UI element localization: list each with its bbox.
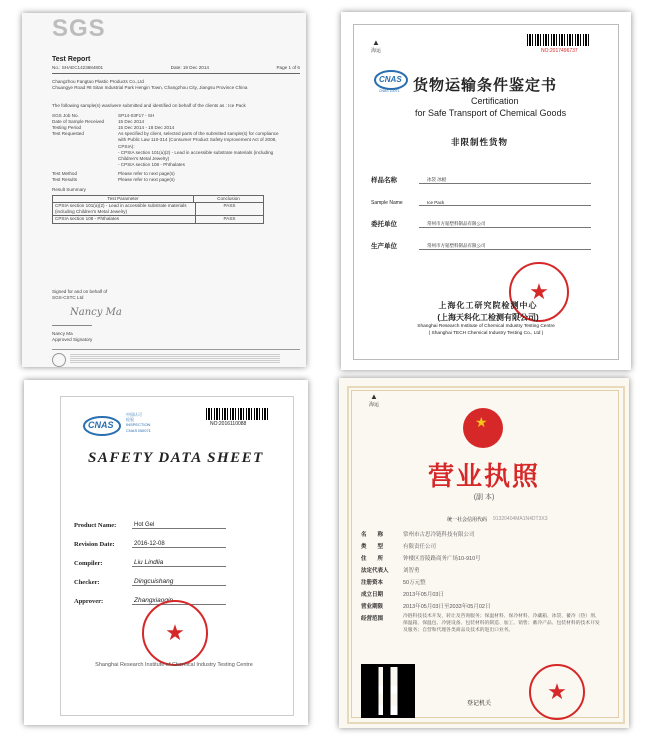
- table-row: CPSIA section 101(a)(2) - Lead in accessible substrate materials (including Children's Metal Jewelry) PASS: [53, 203, 263, 216]
- table-row: CPSIA section 108 - Phthalates PASS: [55, 216, 236, 222]
- cnas-title-cn: 货物运输条件鉴定书: [413, 77, 558, 94]
- cnas-number: NO:2017496737: [541, 48, 578, 54]
- cnas-center-cn2: (上海天科化工检测有限公司): [437, 313, 539, 322]
- cnas-center-en2: ( Shanghai TECH Chemical Industry Testing Co., Ltd ): [428, 331, 544, 336]
- list-item: Approver: Zhangxiaoqin: [74, 586, 264, 605]
- sgs-test-report: [22, 13, 306, 367]
- license-subtitle: (副 本): [473, 494, 495, 501]
- list-item: 样品名称 冰袋 冰板: [371, 162, 591, 184]
- license-credit-code: 统一社会信用代码 91320404MA1N4DT3X3: [447, 516, 548, 523]
- sgs-field-row: Testing Period 15 Dec 2014 - 18 Dec 2014: [52, 124, 175, 130]
- safety-data-sheet: [24, 380, 308, 725]
- list-item: 营业期限 2013年05月03日至2033年05月02日: [361, 604, 491, 610]
- sgs-report-no: No.: SHAEC1423684801: [52, 65, 104, 70]
- license-authority: 登记机关: [467, 701, 492, 707]
- business-license: [339, 378, 629, 728]
- cnas-field-list: [371, 162, 591, 250]
- list-item: 生产单位 常州市方韬塑料制品有限公司: [371, 228, 591, 250]
- list-item: Product Name: Hot Gel: [74, 510, 264, 529]
- sgs-page: Page 1 of 6: [276, 65, 300, 70]
- sgs-field-row: Date of Sample Received 15 Dec 2014: [52, 118, 145, 124]
- sgs-test-requested: Test Requested As specified by client, selected parts of the submitted sample(s) for compliance with Public Law 110-314 (Consumer Product Safety Improvement Act of 2008, CPSIA): - CPSIA section 101(a)(2) - Lead in accessible substrate materials (including Children's Metal Jewelry) - CPSIA section 108 - Phthalates: [52, 131, 279, 168]
- sgs-title: Test Report: [52, 56, 91, 63]
- list-item: Sample Name Ice Pack: [371, 184, 591, 206]
- cnas-center-cn: 上海化工研究院检测中心: [438, 301, 538, 310]
- sgs-signatory-name: Nancy Ma: [52, 331, 73, 336]
- sds-field-list: [74, 510, 264, 605]
- red-seal-icon: ★: [509, 262, 569, 322]
- cnas-center-en1: Shanghai Research Institute of Chemical Industry Testing Centre: [417, 324, 555, 329]
- list-item: 法定代表人 刘智勇: [361, 568, 420, 574]
- list-item: 委托单位 常州市方韬塑料制品有限公司: [371, 206, 591, 228]
- list-item: 经营范围 冷链科技技术开发、转让及咨询服务；保温材料、保冷材料、冷藏箱、冰袋、蓄冷（热）剂、保温箱、保温包、冷链设备、包装材料的制造、加工、销售；蓄冷产品、包装材料的技术开发及服务；自营和代理各类商品及技术的进出口业务。: [361, 614, 600, 633]
- sgs-signed-company: SGS-CSTC Ltd: [52, 295, 84, 301]
- sgs-footer-fineprint: [70, 353, 280, 363]
- list-item: Checker: Dingcuishang: [74, 567, 264, 586]
- stamp-top: ▲ 海运: [371, 38, 382, 54]
- sgs-footer-logo-icon: [52, 353, 66, 367]
- badge-text: 中国认可 检验 INSPECTION CNAS IB0071: [126, 412, 151, 433]
- cnas-title-en2: for Safe Transport of Chemical Goods: [415, 108, 567, 118]
- cnas-certification: [341, 12, 631, 370]
- sgs-logo: SGS: [52, 15, 106, 42]
- sds-footer: Shanghai Research Institute of Chemical Industry Testing Centre: [95, 662, 253, 668]
- red-seal-icon: ★: [142, 600, 208, 666]
- qr-code-icon: [361, 664, 415, 718]
- sgs-date: Date: 19 Dec 2014: [170, 65, 209, 70]
- signature-line: [52, 325, 92, 326]
- divider: [52, 73, 300, 74]
- sgs-summary-table: Test Parameter Conclusion CPSIA section 101(a)(2) - Lead in accessible substrate materials (including Children's Metal Jewelry) PASS CPSIA section 108 - Phthalates PASS: [52, 195, 264, 224]
- list-item: 住 所 钟楼区晋陵路商务广场10-910号: [361, 556, 481, 562]
- sgs-test-method: Test Method Please refer to next page(s): [52, 171, 175, 177]
- sgs-company: Changzhou Fangtao Plastic Products Co.,Ltd: [52, 79, 144, 84]
- sgs-test-results: Test Results Please refer to next page(s): [52, 177, 175, 183]
- license-title: 营业执照: [427, 461, 540, 491]
- sgs-statement: The following sample(s) was/were submitted and identified on behalf of the clients as : Ice Pack: [52, 103, 246, 109]
- list-item: Compiler: Liu Lindlia: [74, 548, 264, 567]
- sgs-signatory-title: Approved Signatory: [52, 337, 93, 343]
- national-emblem-icon: ★: [463, 408, 503, 448]
- list-item: Revision Date: 2016-12-08: [74, 529, 264, 548]
- cnas-title-en1: Certification: [471, 96, 519, 106]
- license-field-list: [361, 530, 601, 635]
- footer-divider: [52, 349, 300, 350]
- cnas-badge: CNAS CNAS L0071: [373, 68, 409, 96]
- barcode: [527, 34, 589, 46]
- cnas-subtitle: 非限制性货物: [451, 137, 509, 147]
- barcode: [206, 408, 270, 420]
- sgs-field-row: SGS Job No. SP14-03F17 - SH: [52, 112, 155, 118]
- list-item: 注册资本 50万元整: [361, 580, 426, 586]
- red-seal-icon: ★: [529, 664, 585, 720]
- sgs-signed-for: Signed for and on behalf of: [52, 289, 108, 294]
- sgs-summary-label: Result Summary: [52, 186, 86, 192]
- stamp-top: ▲ 海运: [369, 392, 380, 408]
- sgs-header-line: [52, 65, 300, 71]
- sds-number: NO:2016110088: [210, 421, 247, 427]
- cnas-inspection-badge: CNAS 中国认可 检验 INSPECTION CNAS IB0071: [82, 410, 162, 450]
- list-item: 成立日期 2013年05月03日: [361, 592, 444, 598]
- sgs-signature: Nancy Ma: [70, 307, 122, 318]
- sgs-address: Chuangye Road #8 Sitan Industrial Park Hengin Town, Changzhou City, Jiangsu Province China: [52, 85, 248, 91]
- list-item: 名 称 常州市古思冷链科技有限公司: [361, 532, 475, 538]
- list-item: 类 型 有限责任公司: [361, 544, 437, 550]
- sds-title: SAFETY DATA SHEET: [88, 450, 264, 466]
